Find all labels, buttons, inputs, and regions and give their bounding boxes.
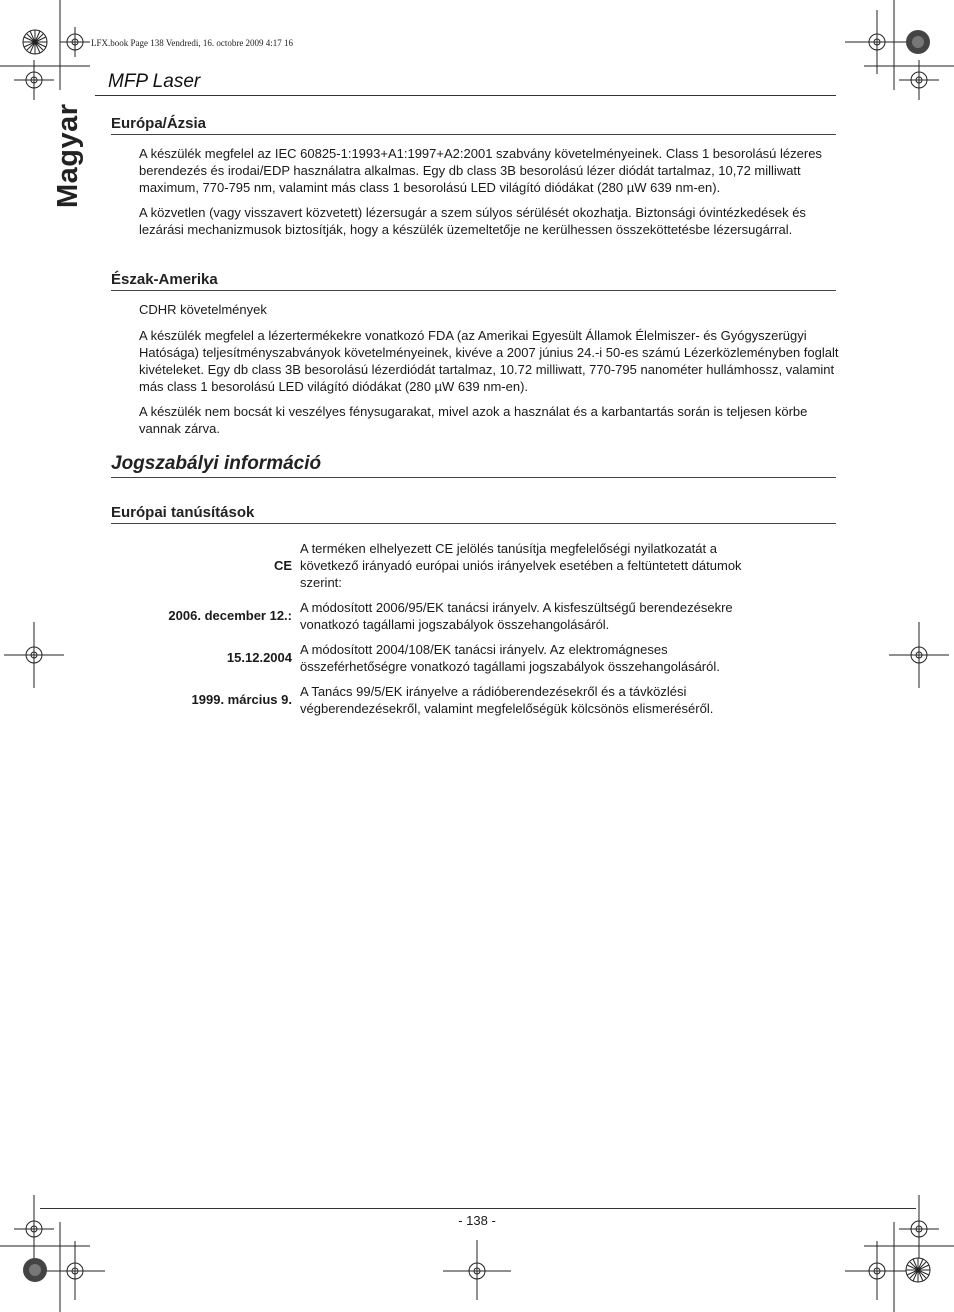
crosshair-icon [899,1195,939,1262]
europa-paragraph-1: A készülék megfelel az IEC 60825-1:1993+A1:1997+A2:2001 szabvány követelményeinek. Class 1 besorolású lézeres berendezés és irodai/EDP használatra alkalmas. Egy db class 3B besorolású lézer diódát tartalmaz, 10,72 milliwatt maximum, 770-795 nm, valamint más class 1 besorolású LED világító diódákat (280 µW 639 nm-en). [139,146,822,195]
cert-row-label: 1999. március 9. [191,692,292,707]
crosshair-icon [845,1241,909,1300]
registration-rosette-icon [23,1258,47,1282]
crosshair-icon [14,1195,54,1262]
crosshair-icon [889,622,949,688]
cert-row-label: CE [273,558,292,573]
cert-row-label: 2006. december 12.: [168,608,292,623]
header-rule [95,95,836,96]
cert-row-text: A terméken elhelyezett CE jelölés tanúsítja megfelelőségi nyilatkozatát a következő irányadó európai uniós irányelvek esetében a feltüntetett dátumok szerint: [300,541,742,590]
language-tab: Magyar [52,103,84,208]
print-info: LFX.book Page 138 Vendredi, 16. octobre 2009 4:17 16 [91,38,294,48]
chapter-heading-jog: Jogszabályi információ [111,453,836,478]
cert-row-text: A Tanács 99/5/EK irányelve a rádióberendezésekről és a távközlési végberendezésekről, valamint megfelelőségük kölcsönös elismeréséről. [300,684,714,716]
section-heading-europa: Európa/Ázsia [111,115,836,135]
crosshair-icon [845,10,909,74]
eszak-paragraph-1: CDHR követelmények [139,302,267,317]
eszak-paragraph-3: A készülék nem bocsát ki veszélyes fénysugarakat, mivel azok a használat és a karbantartás során is teljesen körbe vannak zárva. [139,404,808,436]
eszak-paragraph-2: A készülék megfelel a lézertermékekre vonatkozó FDA (az Amerikai Egyesült Államok Élelmiszer- és Gyógyszerügyi Hatósága) teljesítményszabványok követelményeinek, kivéve a 2007 június 24.-i 50-es számú Lézerközleményben foglalt kivételeket. Egy db class 3B besorolású lézerdiódát tartalmaz, 10.72 milliwatt, 770-795 nanométer hullámhossz, valamint más class 1 besorolású LED világító diódákat (280 µW 639 nm-en). [139,328,839,394]
section-heading-eu-cert: Európai tanúsítások [111,504,836,524]
crosshair-icon [443,1240,511,1300]
cert-row-text: A módosított 2004/108/EK tanácsi irányelv. Az elektromágneses összeférhetőségre vonatkozó tagállami jogszabályok összehangolásáról. [300,642,720,674]
registration-rosette-icon [906,1258,930,1282]
crosshair-icon [4,622,64,688]
header-title: MFP Laser [108,71,201,92]
registration-rosette-icon [906,30,930,54]
crosshair-icon [60,27,90,57]
europa-paragraph-2: A közvetlen (vagy visszavert közvetett) lézersugár a szem súlyos sérülését okozhatja. Biztonsági óvintézkedések és lezárási mechanizmusok biztosítják, hogy a készülék üzemeltetője ne kerülhessen összeköttetésbe lézersugárral. [139,205,806,237]
registration-rosette-icon [23,30,47,54]
section-heading-eszak: Észak-Amerika [111,271,836,291]
cert-row-text: A módosított 2006/95/EK tanácsi irányelv. A kisfeszültségű berendezésekre vonatkozó tagállami jogszabályok összehangolásáról. [300,600,733,632]
page-number: - 138 - [458,1213,496,1228]
cert-row-label: 15.12.2004 [226,650,292,665]
crosshair-icon [45,1241,105,1300]
footer-rule [40,1208,916,1209]
